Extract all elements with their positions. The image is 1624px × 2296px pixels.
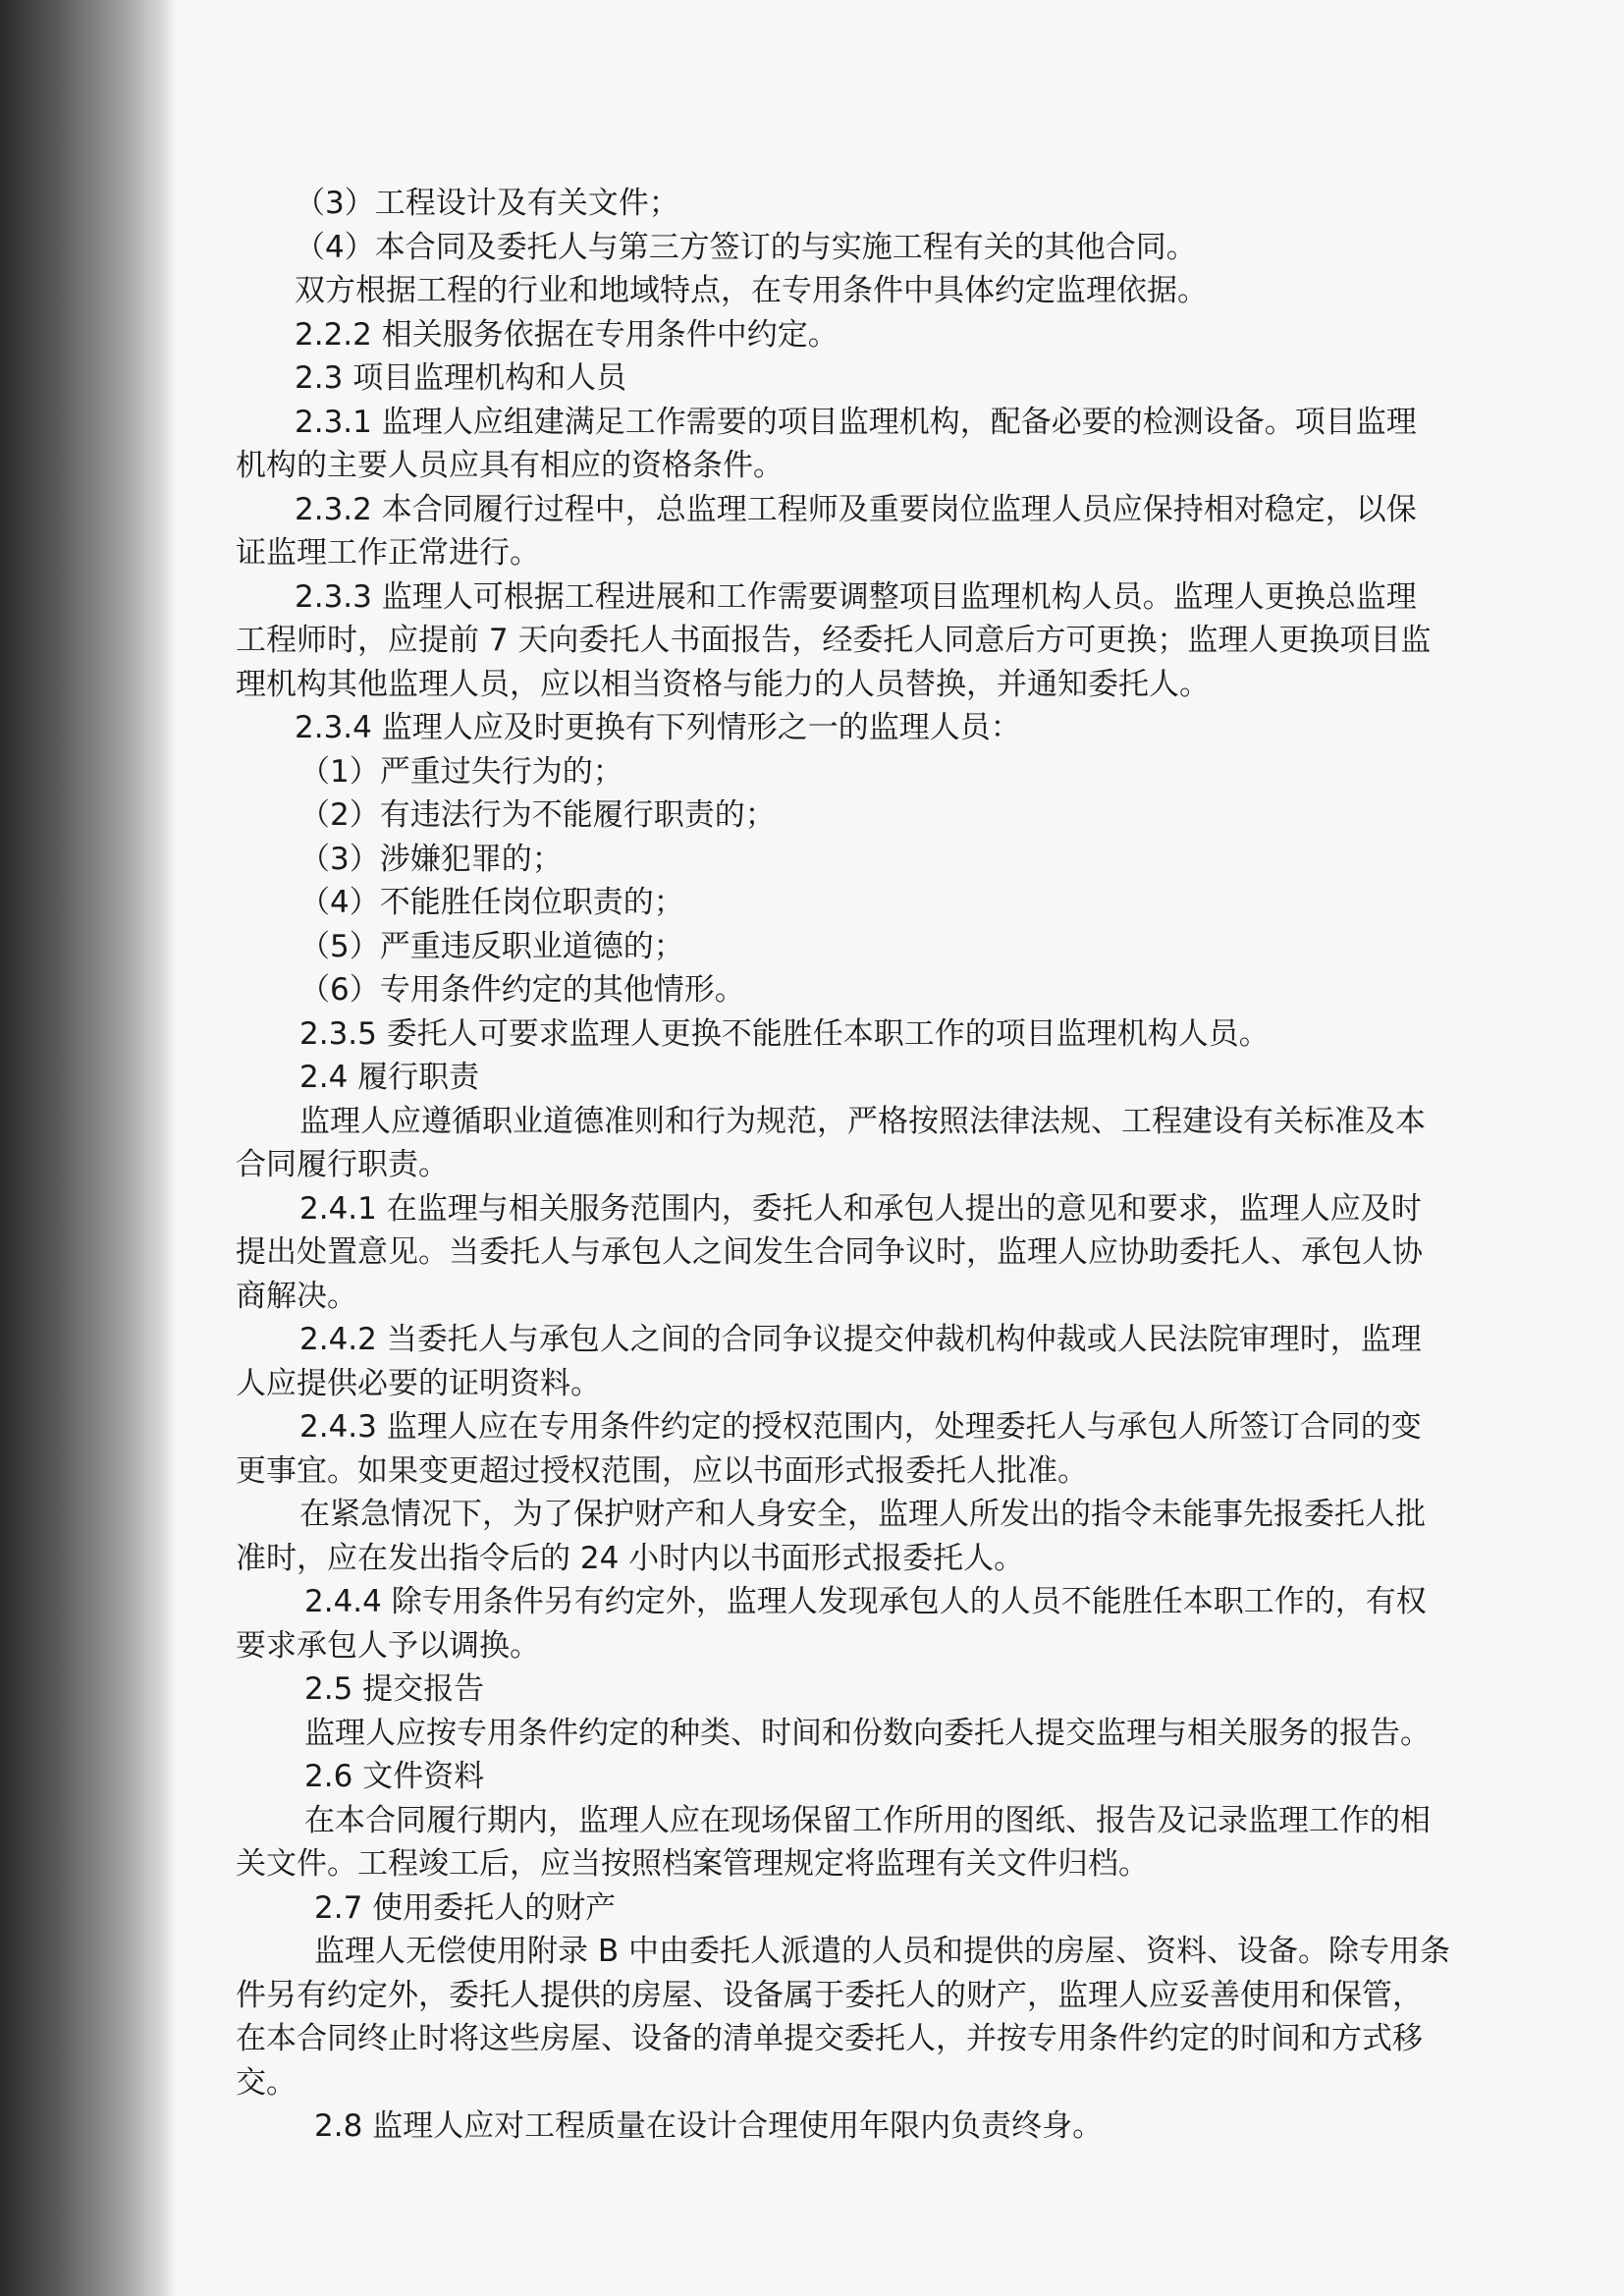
document-body bbox=[236, 182, 1522, 2149]
paragraph-line: 双方根据工程的行业和地域特点，在专用条件中具体约定监理依据。 bbox=[295, 273, 1208, 308]
clause-line: 2.3.2 本合同履行过程中，总监理工程师及重要岗位监理人员应保持相对稳定，以保 bbox=[295, 491, 1417, 527]
clause-line: 2.8 监理人应对工程质量在设计合理使用年限内负责终身。 bbox=[314, 2108, 1104, 2144]
section-heading: 2.3 项目监理机构和人员 bbox=[295, 360, 627, 396]
list-item: （5）严重违反职业道德的； bbox=[299, 928, 684, 964]
list-item: （6）专用条件约定的其他情形。 bbox=[299, 972, 745, 1008]
clause-line: 2.4.1 在监理与相关服务范围内，委托人和承包人提出的意见和要求，监理人应及时 bbox=[299, 1190, 1422, 1227]
paragraph-line: 监理人无偿使用附录 B 中由委托人派遣的人员和提供的房屋、资料、设备。除专用条 bbox=[314, 1934, 1450, 1969]
paragraph-line: 提出处置意见。当委托人与承包人之间发生合同争议时，监理人应协助委托人、承包人协 bbox=[236, 1234, 1423, 1270]
paragraph-line: 在本合同终止时将这些房屋、设备的清单提交委托人，并按专用条件约定的时间和方式移 bbox=[236, 2021, 1423, 2056]
list-item: （3）涉嫌犯罪的； bbox=[299, 841, 563, 877]
paragraph-line: 关文件。工程竣工后，应当按照档案管理规定将监理有关文件归档。 bbox=[236, 1846, 1149, 1882]
list-item: （1）严重过失行为的； bbox=[299, 753, 623, 790]
paragraph-line: 在本合同履行期内，监理人应在现场保留工作所用的图纸、报告及记录监理工作的相 bbox=[304, 1802, 1431, 1838]
paragraph-line: 机构的主要人员应具有相应的资格条件。 bbox=[236, 448, 784, 483]
clause-line: 2.3.5 委托人可要求监理人更换不能胜任本职工作的项目监理机构人员。 bbox=[299, 1015, 1270, 1052]
paragraph-line: 要求承包人予以调换。 bbox=[236, 1627, 540, 1664]
paragraph-line: 证监理工作正常进行。 bbox=[236, 535, 540, 571]
section-heading: 2.6 文件资料 bbox=[304, 1759, 485, 1794]
section-heading: 2.7 使用委托人的财产 bbox=[314, 1889, 617, 1926]
paragraph-line: 监理人应遵循职业道德准则和行为规范，严格按照法律法规、工程建设有关标准及本 bbox=[299, 1103, 1426, 1139]
list-item: （2）有违法行为不能履行职责的； bbox=[299, 797, 776, 833]
clause-heading: 2.2.2 相关服务依据在专用条件中约定。 bbox=[295, 316, 839, 353]
list-item: （3）工程设计及有关文件； bbox=[295, 186, 679, 221]
paragraph-line: 在紧急情况下，为了保护财产和人身安全，监理人所发出的指令未能事先报委托人批 bbox=[299, 1497, 1426, 1532]
clause-line: 2.3.3 监理人可根据工程进展和工作需要调整项目监理机构人员。监理人更换总监理 bbox=[295, 578, 1417, 615]
paragraph-line: 人应提供必要的证明资料。 bbox=[236, 1365, 601, 1401]
list-item: （4）不能胜任岗位职责的； bbox=[299, 885, 684, 920]
paragraph-line: 理机构其他监理人员，应以相当资格与能力的人员替换，并通知委托人。 bbox=[236, 666, 1210, 702]
section-heading: 2.4 履行职责 bbox=[299, 1060, 480, 1095]
paragraph-line: 合同履行职责。 bbox=[236, 1147, 449, 1182]
paragraph-line: 准时，应在发出指令后的 24 小时内以书面形式报委托人。 bbox=[236, 1540, 1025, 1576]
clause-line: 2.4.3 监理人应在专用条件约定的授权范围内，处理委托人与承包人所签订合同的变 bbox=[299, 1409, 1422, 1445]
clause-line: 2.3.1 监理人应组建满足工作需要的项目监理机构，配备必要的检测设备。项目监理 bbox=[295, 404, 1417, 440]
clause-line: 2.4.2 当委托人与承包人之间的合同争议提交仲裁机构仲裁或人民法院审理时，监理 bbox=[299, 1322, 1422, 1357]
paragraph-line: 交。 bbox=[236, 2064, 297, 2101]
paragraph-line: 件另有约定外，委托人提供的房屋、设备属于委托人的财产，监理人应妥善使用和保管， bbox=[236, 1977, 1423, 2013]
binding-shadow bbox=[0, 0, 177, 2296]
paragraph-line: 监理人应按专用条件约定的种类、时间和份数向委托人提交监理与相关服务的报告。 bbox=[304, 1715, 1431, 1751]
paragraph-line: 工程师时，应提前 7 天向委托人书面报告，经委托人同意后方可更换；监理人更换项目监 bbox=[236, 623, 1432, 658]
paragraph-line: 商解决。 bbox=[236, 1278, 357, 1314]
clause-line: 2.3.4 监理人应及时更换有下列情形之一的监理人员： bbox=[295, 710, 1021, 745]
clause-line: 2.4.4 除专用条件另有约定外，监理人发现承包人的人员不能胜任本职工作的，有权 bbox=[304, 1584, 1427, 1619]
paragraph-line: 更事宜。如果变更超过授权范围，应以书面形式报委托人批准。 bbox=[236, 1452, 1088, 1489]
list-item: （4）本合同及委托人与第三方签订的与实施工程有关的其他合同。 bbox=[295, 229, 1197, 265]
section-heading: 2.5 提交报告 bbox=[304, 1671, 485, 1707]
